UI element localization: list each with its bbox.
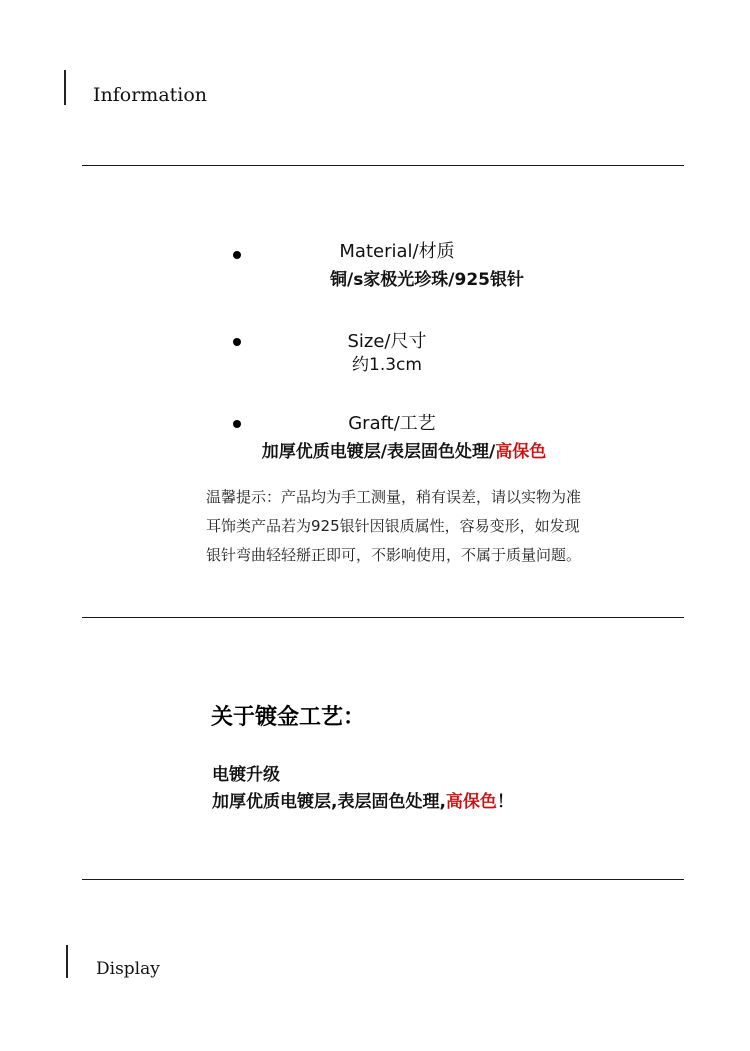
plating-heading: 关于镀金工艺： [211, 705, 366, 730]
material-label: Material/材质 [339, 241, 455, 262]
material-value: 铜/s家极光珍珠/925银针 [329, 270, 525, 290]
plating-desc-main: 加厚优质电镀层,表层固色处理, [212, 792, 446, 812]
divider [82, 879, 684, 880]
craft-value [29, 437, 750, 462]
size-label: Size/尺寸 [347, 331, 427, 352]
plating-description [212, 787, 514, 812]
plating-subheading: 电镀升级 [212, 765, 280, 785]
section-marker [66, 945, 68, 978]
plating-desc-highlight: 高保色 [445, 792, 497, 812]
notice-line-2: 耳饰类产品若为925银针因银质属性，容易变形，如发现 [206, 517, 580, 535]
craft-value-highlight: 高保色 [495, 442, 547, 462]
section-marker [64, 70, 66, 105]
notice-line-3: 银针弯曲轻轻掰正即可，不影响使用，不属于质量问题。 [206, 546, 582, 564]
section-title-display: Display [96, 959, 160, 979]
divider [82, 165, 684, 166]
craft-label: Graft/工艺 [348, 413, 436, 434]
notice-line-1: 温馨提示：产品均为手工测量，稍有误差，请以实物为准 [206, 488, 582, 506]
divider [82, 617, 684, 618]
size-value: 约1.3cm [352, 355, 422, 375]
section-title-information: Information [93, 84, 208, 106]
craft-value-main: 加厚优质电镀层/表层固色处理/ [261, 442, 496, 462]
plating-desc-end: ！ [496, 792, 514, 812]
